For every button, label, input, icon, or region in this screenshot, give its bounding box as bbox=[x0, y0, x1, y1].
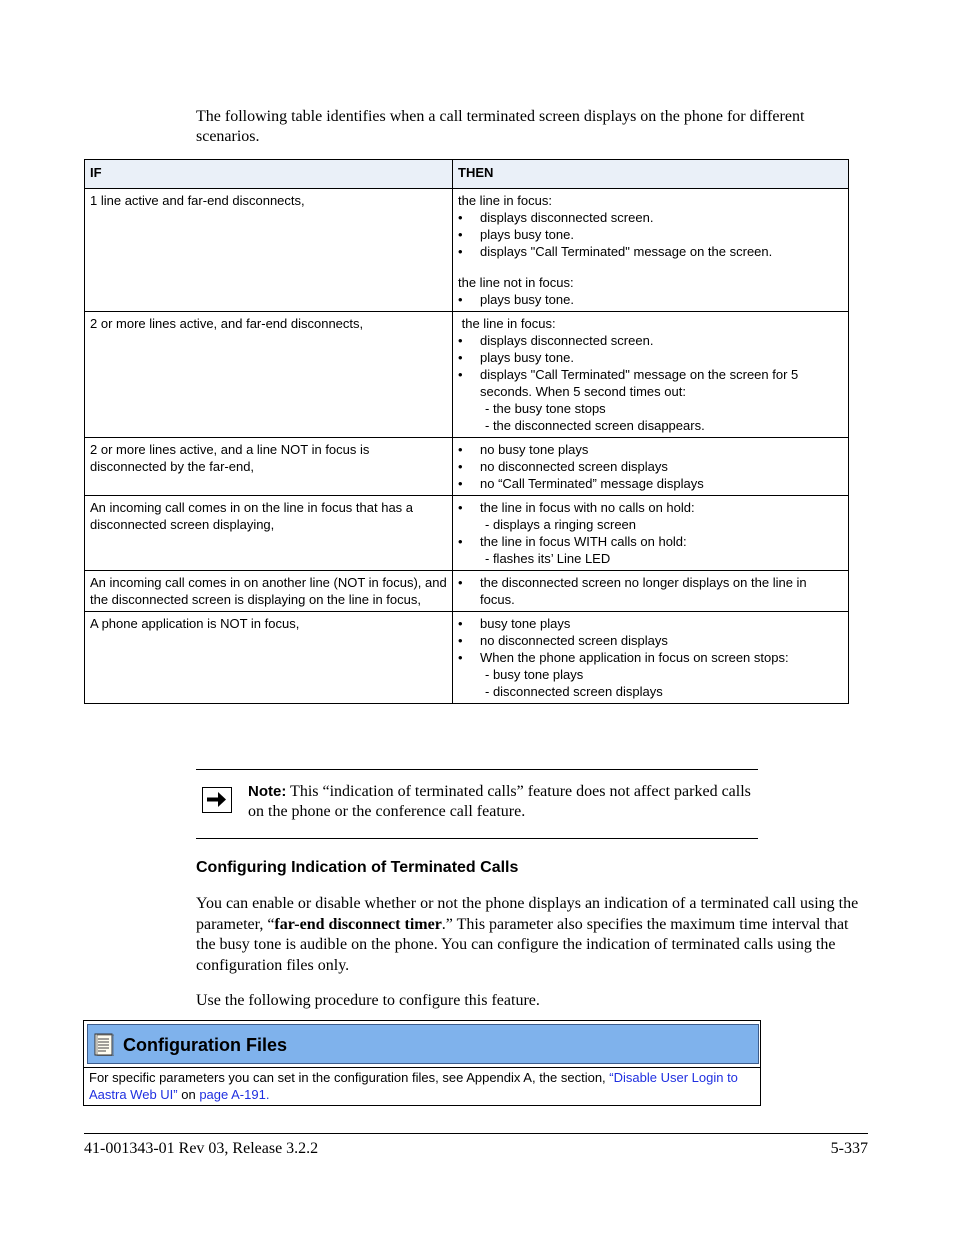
bullet-text: the line in focus WITH calls on hold: bbox=[480, 534, 687, 549]
bullet-icon: • bbox=[458, 633, 463, 648]
bullet-icon: • bbox=[458, 244, 463, 259]
table-row bbox=[85, 612, 849, 704]
parameter-name: far-end disconnect timer bbox=[274, 915, 442, 933]
bullet-text: no “Call Terminated” message displays bbox=[480, 476, 704, 491]
result-cell bbox=[453, 189, 849, 312]
sub-item: - flashes its’ Line LED bbox=[485, 551, 611, 566]
result-cell bbox=[453, 312, 849, 438]
table-header-row bbox=[85, 160, 849, 189]
condition-cell: An incoming call comes in on the line in focus that has a disconnected screen displaying, bbox=[85, 496, 453, 571]
spacer bbox=[458, 260, 843, 274]
result-heading: the line in focus: bbox=[458, 316, 556, 331]
file-icon bbox=[94, 1033, 114, 1056]
bullet-icon: • bbox=[458, 442, 463, 457]
table-row bbox=[85, 496, 849, 571]
bullet-item bbox=[458, 209, 843, 226]
bullet-item bbox=[458, 332, 843, 349]
note-box bbox=[196, 769, 758, 839]
arrow-right-icon bbox=[202, 787, 232, 813]
bullet-item bbox=[458, 441, 843, 458]
bullet-text: no busy tone plays bbox=[480, 442, 589, 457]
bullet-text: plays busy tone. bbox=[480, 227, 574, 242]
sub-item: - disconnected screen displays bbox=[485, 684, 663, 699]
table-row bbox=[85, 438, 849, 496]
note-label: Note: bbox=[248, 783, 287, 800]
para-text: You can enable or disable whether or not the phone displays an indication of a terminated call using the parameter, “ bbox=[196, 895, 859, 933]
result-heading: the line in focus: bbox=[458, 193, 552, 208]
bullet-icon: • bbox=[458, 227, 463, 242]
condition-cell: 1 line active and far-end disconnects, bbox=[85, 189, 453, 312]
bullet-item bbox=[458, 574, 843, 608]
footer-document-id: 41-001343-01 Rev 03, Release 3.2.2 bbox=[84, 1140, 319, 1157]
scenario-table bbox=[84, 159, 849, 704]
result-cell bbox=[453, 571, 849, 612]
result-cell bbox=[453, 496, 849, 571]
result-heading: the line not in focus: bbox=[458, 275, 574, 290]
condition-cell: 2 or more lines active, and far-end disconnects, bbox=[85, 312, 453, 438]
bullet-icon: • bbox=[458, 476, 463, 491]
condition-cell: An incoming call comes in on another line (NOT in focus), and the disconnected screen is displaying on the line in focus, bbox=[85, 571, 453, 612]
bullet-text: plays busy tone. bbox=[480, 292, 574, 307]
bullet-item bbox=[458, 632, 843, 649]
result-cell bbox=[453, 438, 849, 496]
bullet-icon: • bbox=[458, 333, 463, 348]
divider bbox=[84, 1067, 760, 1068]
table-row bbox=[85, 571, 849, 612]
bullet-item bbox=[458, 458, 843, 475]
para-text: .” This parameter also specifies the maximum time interval that the busy tone is audible on the phone. You can configure the indication of terminated calls using the configuration files only. bbox=[196, 915, 849, 974]
configuration-files-title: Configuration Files bbox=[123, 1035, 287, 1055]
bullet-icon: • bbox=[458, 500, 463, 515]
column-header-if: IF bbox=[85, 160, 453, 189]
bullet-icon: • bbox=[458, 616, 463, 631]
bullet-icon: • bbox=[458, 650, 463, 665]
section-title: Configuring Indication of Terminated Calls bbox=[196, 859, 519, 876]
bullet-text: the line in focus with no calls on hold: bbox=[480, 500, 695, 515]
bullet-icon: • bbox=[458, 210, 463, 225]
footer-page-number: 5-337 bbox=[830, 1140, 868, 1157]
note-body: This “indication of terminated calls” feature does not affect parked calls on the phone or the conference call feature. bbox=[248, 783, 751, 820]
bullet-text: no disconnected screen displays bbox=[480, 633, 668, 648]
bullet-icon: • bbox=[458, 350, 463, 365]
column-header-then: THEN bbox=[453, 160, 849, 189]
configuration-files-text bbox=[89, 1069, 749, 1103]
bullet-text: displays disconnected screen. bbox=[480, 333, 654, 348]
sub-item: - busy tone plays bbox=[485, 667, 584, 682]
result-cell bbox=[453, 612, 849, 704]
condition-cell: 2 or more lines active, and a line NOT in focus is disconnected by the far-end, bbox=[85, 438, 453, 496]
bullet-item bbox=[458, 243, 843, 260]
bullet-text: displays disconnected screen. bbox=[480, 210, 654, 225]
bullet-icon: • bbox=[458, 575, 463, 590]
config-text: For specific parameters you can set in the configuration files, see Appendix A, the section, bbox=[89, 1070, 610, 1085]
bullet-item bbox=[458, 499, 843, 516]
body-paragraph bbox=[196, 894, 872, 976]
bullet-item bbox=[458, 533, 843, 550]
bullet-text: busy tone plays bbox=[480, 616, 571, 631]
sub-item: - displays a ringing screen bbox=[485, 517, 637, 532]
footer-divider bbox=[84, 1133, 868, 1134]
disable-user-login-link[interactable]: “Disable User Login to Aastra Web UI” bbox=[89, 1070, 738, 1102]
bullet-text: displays "Call Terminated" message on the screen. bbox=[480, 244, 773, 259]
intro-paragraph: The following table identifies when a call terminated screen displays on the phone for different scenarios. bbox=[196, 108, 805, 145]
procedure-intro: Use the following procedure to configure this feature. bbox=[196, 992, 540, 1009]
bullet-text: displays "Call Terminated" message on the screen for 5 seconds. When 5 second times out: bbox=[480, 367, 799, 399]
bullet-item bbox=[458, 366, 843, 400]
bullet-icon: • bbox=[458, 459, 463, 474]
bullet-text: the disconnected screen no longer displays on the line in focus. bbox=[480, 575, 807, 607]
bullet-text: plays busy tone. bbox=[480, 350, 574, 365]
configuration-files-box bbox=[83, 1020, 761, 1106]
config-text: on bbox=[177, 1087, 200, 1102]
bullet-text: no disconnected screen displays bbox=[480, 459, 668, 474]
bullet-item bbox=[458, 475, 843, 492]
sub-item: - the busy tone stops bbox=[485, 401, 606, 416]
bullet-item bbox=[458, 291, 843, 308]
condition-cell: A phone application is NOT in focus, bbox=[85, 612, 453, 704]
table-row bbox=[85, 312, 849, 438]
configuration-files-header bbox=[87, 1024, 759, 1064]
config-text: . bbox=[265, 1087, 270, 1102]
bullet-item bbox=[458, 226, 843, 243]
bullet-item bbox=[458, 615, 843, 632]
bullet-item bbox=[458, 349, 843, 366]
bullet-icon: • bbox=[458, 367, 463, 382]
bullet-icon: • bbox=[458, 534, 463, 549]
sub-item: - the disconnected screen disappears. bbox=[485, 418, 705, 433]
page-reference-link[interactable]: page A-191 bbox=[199, 1087, 266, 1102]
bullet-icon: • bbox=[458, 292, 463, 307]
bullet-text: When the phone application in focus on screen stops: bbox=[480, 650, 789, 665]
bullet-item bbox=[458, 649, 843, 666]
note-text bbox=[248, 782, 758, 822]
table-row bbox=[85, 189, 849, 312]
